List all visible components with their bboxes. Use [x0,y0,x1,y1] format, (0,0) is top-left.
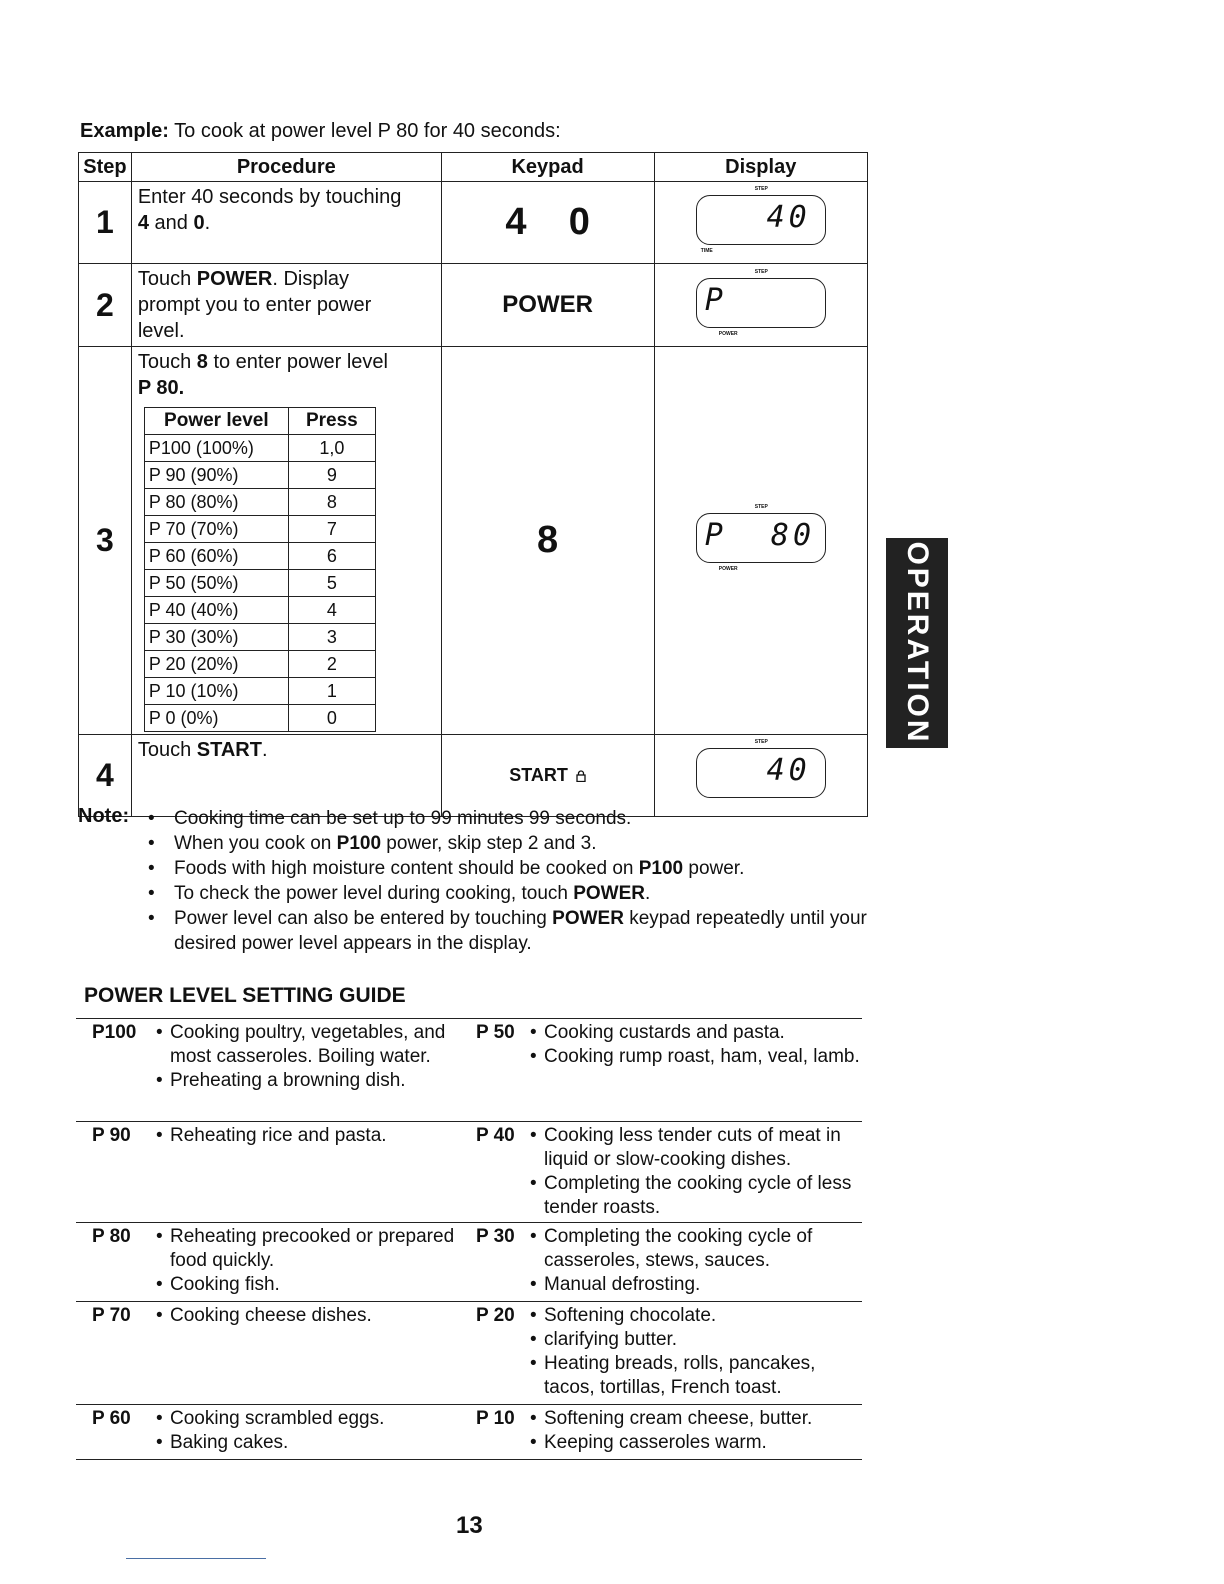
guide-level: P 80 [92,1226,131,1247]
step-row [79,347,868,735]
header-display: Display [654,153,868,182]
display-cell [654,264,868,347]
operation-side-tab [886,538,948,748]
guide-level: P 10 [476,1408,515,1429]
keypad-cell: 8 [441,347,654,735]
guide-items: • Cooking poultry, vegetables, and most casseroles. Boiling water. • Preheating a browning dish. [156,1021,456,1093]
note-item: • To check the power level during cooking, touch POWER. [148,881,868,906]
steps-table [78,152,868,817]
proc-line: level. [137,320,185,342]
power-row: P 0 (0%) 0 [144,705,375,732]
guide-row [76,1404,862,1460]
power-header-level: Power level [144,408,288,435]
footer-rule [126,1558,266,1559]
proc-line: Touch POWER. Display [137,268,350,290]
guide-level: P100 [92,1022,137,1043]
power-row: P 70 (70%) 7 [144,516,375,543]
note-item: • When you cook on P100 power, skip step 2 and 3. [148,831,868,856]
lcd-text: P [704,282,727,318]
power-row: P 20 (20%) 2 [144,651,375,678]
guide-items: • Cooking cheese dishes. [156,1304,456,1328]
step-row [79,264,868,347]
guide-items: • Reheating rice and pasta. [156,1124,456,1148]
procedure-cell [131,735,441,817]
lock-icon [576,770,586,782]
proc-line: Touch START. [137,739,268,761]
guide-level: P 60 [92,1408,131,1429]
keypad-cell [441,735,654,817]
page-number: 13 [456,1512,483,1539]
example-label: Example: [80,120,169,142]
proc-line: P 80. [137,377,185,399]
power-row: P 90 (90%) 9 [144,462,375,489]
procedure-cell [131,264,441,347]
procedure-cell [131,182,441,264]
power-header-press: Press [288,408,375,435]
power-row: P 10 (10%) 1 [144,678,375,705]
guide-row [76,1121,862,1222]
guide-level: P 40 [476,1125,515,1146]
header-keypad: Keypad [441,153,654,182]
guide-items: • Cooking custards and pasta. • Cooking rump roast, ham, veal, lamb. [530,1021,862,1069]
power-level-table [144,407,376,732]
power-row: P 40 (40%) 4 [144,597,375,624]
guide-row [76,1301,862,1404]
proc-line: Touch 8 to enter power level [137,351,388,373]
step-number: 2 [79,264,132,347]
display-cell [654,347,868,735]
power-row: P 80 (80%) 8 [144,489,375,516]
lcd-display: STEP P 80 POWER [696,513,826,563]
procedure-cell [131,347,441,735]
guide-level: P 90 [92,1125,131,1146]
guide-items: • Cooking scrambled eggs. • Baking cakes. [156,1407,456,1455]
guide-row [76,1222,862,1301]
step-row [79,182,868,264]
power-row: P 30 (30%) 3 [144,624,375,651]
note-item: • Foods with high moisture content should be cooked on P100 power. [148,856,868,881]
lcd-text: P 80 [704,518,816,553]
lcd-display: STEP P POWER [696,278,826,328]
proc-line: prompt you to enter power [137,294,372,316]
proc-line: 4 and 0. [137,212,211,234]
notes-label: Note: [78,805,130,827]
header-step: Step [79,153,132,182]
display-cell [654,735,868,817]
guide-level: P 30 [476,1226,515,1247]
guide-items: • Reheating precooked or prepared food quickly. • Cooking fish. [156,1225,456,1297]
step-number: 4 [79,735,132,817]
notes-list [148,806,868,956]
guide-title: POWER LEVEL SETTING GUIDE [84,984,406,1007]
guide-items: • Softening cream cheese, butter. • Keeping casseroles warm. [530,1407,862,1455]
guide-level: P 20 [476,1305,515,1326]
power-row: P 50 (50%) 5 [144,570,375,597]
step-number: 1 [79,182,132,264]
side-tab-label: OPERATION [901,541,934,745]
power-level-guide [76,1018,862,1460]
display-cell [654,182,868,264]
lcd-display: STEP 40 [696,748,826,798]
lcd-text: 40 [766,753,811,788]
guide-level: P 50 [476,1022,515,1043]
lcd-display: STEP 40 TIME [696,195,826,245]
step-number: 3 [79,347,132,735]
header-procedure: Procedure [131,153,441,182]
example-line [80,120,561,143]
keypad-cell: POWER [441,264,654,347]
guide-items: • Completing the cooking cycle of casseroles, stews, sauces. • Manual defrosting. [530,1225,862,1297]
keypad-cell: 4 0 [441,182,654,264]
steps-header-row [79,153,868,182]
start-label: START [509,765,568,785]
guide-row [76,1018,862,1121]
step-row [79,735,868,817]
guide-level: P 70 [92,1305,131,1326]
note-item: • Cooking time can be set up to 99 minutes 99 seconds. [148,806,868,831]
proc-line: Enter 40 seconds by touching [137,186,402,208]
power-row: P100 (100%) 1,0 [144,435,375,462]
note-item: • Power level can also be entered by touching POWER keypad repeatedly until your desired power level appears in the display. [148,906,868,956]
guide-items: • Softening chocolate. • clarifying butter. • Heating breads, rolls, pancakes, tacos, tortillas, French toast. [530,1304,862,1400]
example-text: To cook at power level P 80 for 40 seconds: [174,120,561,142]
guide-items: • Cooking less tender cuts of meat in liquid or slow-cooking dishes. • Completing the cooking cycle of less tender roasts. [530,1124,862,1220]
power-row: P 60 (60%) 6 [144,543,375,570]
lcd-text: 40 [766,200,811,235]
